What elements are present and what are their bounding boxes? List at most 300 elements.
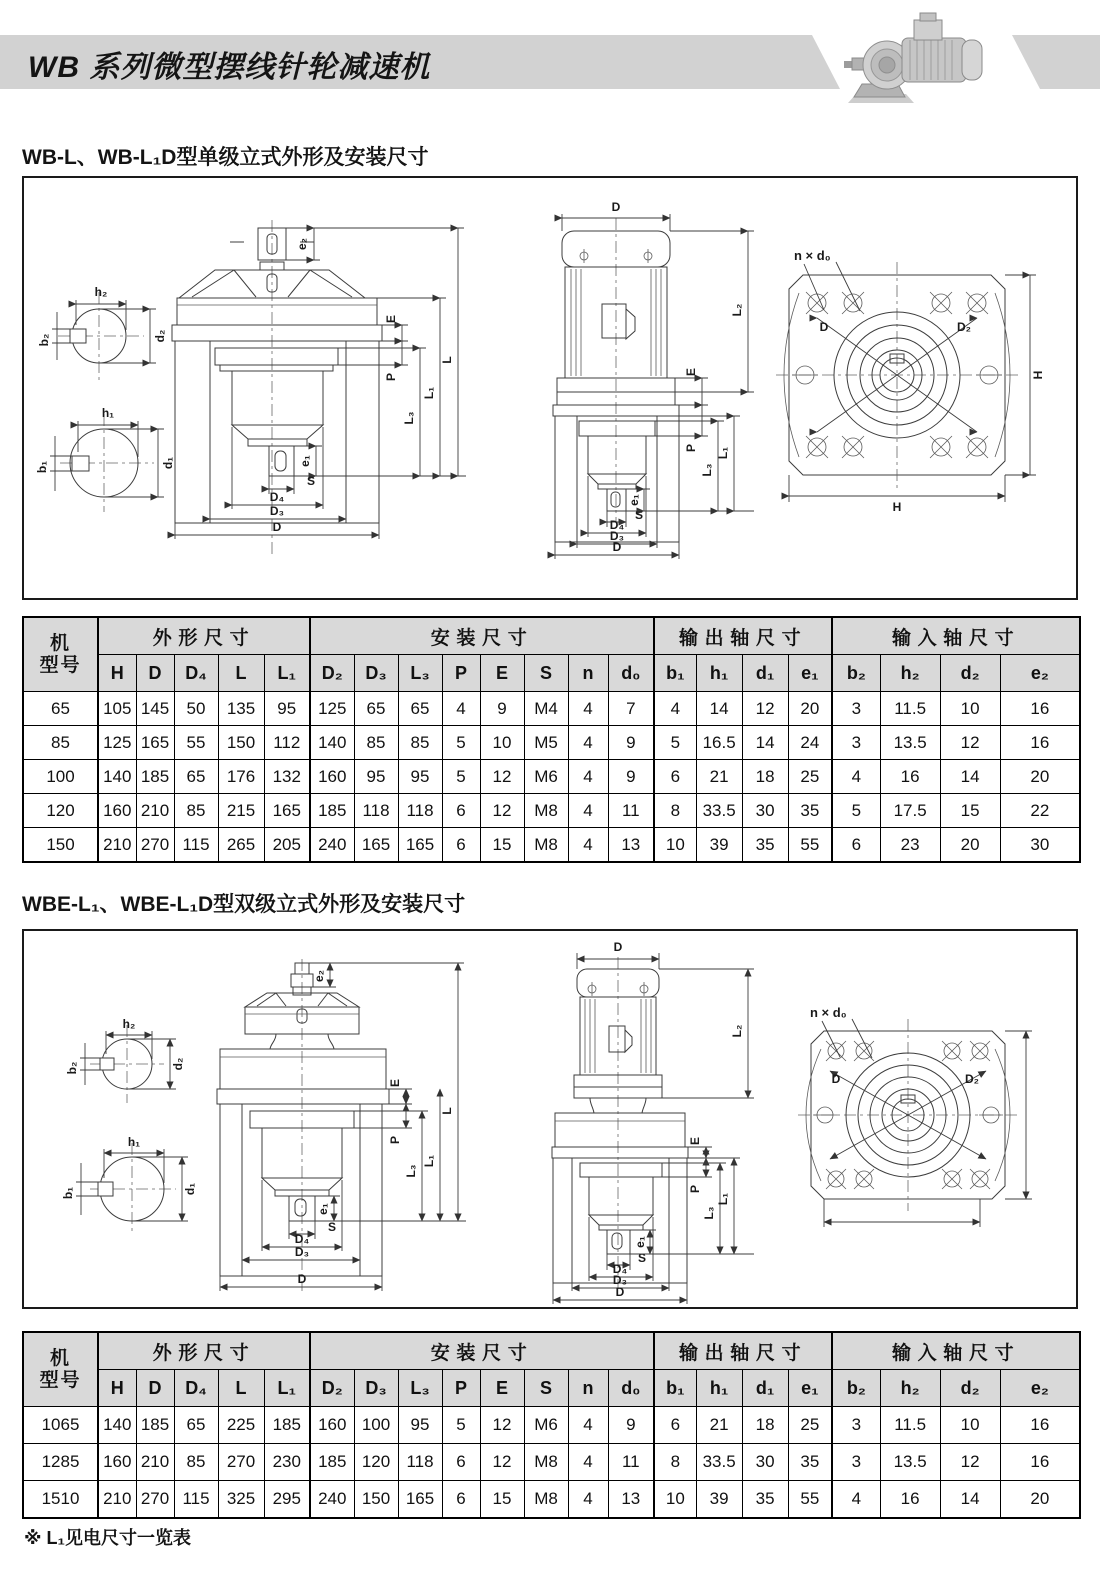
dim-label-P: P — [384, 372, 398, 382]
col-header: P — [442, 655, 480, 692]
col-header: D₃ — [354, 1370, 398, 1407]
flange-face-view — [798, 1005, 1032, 1227]
value-cell: 21 — [696, 760, 742, 794]
table-row — [23, 1444, 1080, 1481]
value-cell: 215 — [218, 794, 264, 828]
value-cell: 17.5 — [880, 794, 940, 828]
col-header: D₄ — [174, 1370, 218, 1407]
col-header: d₀ — [608, 655, 654, 692]
dim-label-e1: e₁ — [298, 455, 312, 467]
value-cell: 4 — [568, 794, 608, 828]
value-cell: 9 — [608, 1407, 654, 1444]
value-cell: 5 — [832, 794, 880, 828]
value-cell: 4 — [442, 692, 480, 726]
value-cell: 16 — [1000, 726, 1080, 760]
value-cell: 20 — [1000, 760, 1080, 794]
value-cell: 6 — [442, 1444, 480, 1481]
col-header: e₂ — [1000, 655, 1080, 692]
dim-label-L2-motor: L₂ — [730, 303, 744, 317]
dim-label-S: S — [328, 1220, 337, 1234]
value-cell: 105 — [98, 692, 136, 726]
dim-label-L3: L₃ — [402, 411, 416, 425]
value-cell: M5 — [524, 726, 568, 760]
model-cell: 150 — [23, 828, 98, 863]
value-cell: 4 — [568, 726, 608, 760]
dim-label-E: E — [388, 1078, 402, 1088]
value-cell: M8 — [524, 1481, 568, 1519]
dim-label-L: L — [440, 356, 454, 364]
value-cell: 118 — [398, 1444, 442, 1481]
section-title-double-stage: WBE-L₁、WBE-L₁D型双级立式外形及安装尺寸 — [22, 893, 466, 916]
value-cell: 4 — [654, 692, 696, 726]
value-cell: 140 — [98, 1407, 136, 1444]
value-cell: 115 — [174, 828, 218, 863]
col-header: h₁ — [696, 655, 742, 692]
value-cell: 135 — [218, 692, 264, 726]
value-cell: 165 — [354, 828, 398, 863]
col-header: h₁ — [696, 1370, 742, 1407]
value-cell: 12 — [742, 692, 788, 726]
value-cell: 39 — [696, 1481, 742, 1519]
dim-label-e1-motor: e₁ — [627, 494, 641, 506]
dim-label-b2: b₂ — [37, 333, 51, 347]
value-cell: 160 — [98, 1444, 136, 1481]
value-cell: 22 — [1000, 794, 1080, 828]
value-cell: 295 — [264, 1481, 310, 1519]
value-cell: 230 — [264, 1444, 310, 1481]
col-header: P — [442, 1370, 480, 1407]
dim-label-S-motor: S — [638, 1251, 647, 1265]
double-stage-table-body — [23, 1407, 1080, 1519]
group-header-input-shaft: 输入轴尺寸 — [832, 617, 1080, 655]
single-stage-table-body — [23, 692, 1080, 863]
col-header: d₁ — [742, 655, 788, 692]
value-cell: 210 — [136, 794, 174, 828]
value-cell: 112 — [264, 726, 310, 760]
value-cell: 125 — [310, 692, 354, 726]
col-header: S — [524, 1370, 568, 1407]
value-cell: 14 — [940, 760, 1000, 794]
col-header: D₄ — [174, 655, 218, 692]
value-cell: 165 — [264, 794, 310, 828]
value-cell: 85 — [398, 726, 442, 760]
value-cell: 240 — [310, 828, 354, 863]
col-header: L₃ — [398, 1370, 442, 1407]
dim-label-D4-motor: D₄ — [612, 1262, 628, 1276]
value-cell: 5 — [442, 1407, 480, 1444]
value-cell: 5 — [442, 760, 480, 794]
dim-label-P: P — [388, 1135, 402, 1145]
value-cell: 16 — [880, 760, 940, 794]
figure-1-drawing — [24, 178, 1076, 598]
dim-label-D2-flange: D₂ — [957, 320, 971, 334]
value-cell: 7 — [608, 692, 654, 726]
col-header: e₂ — [1000, 1370, 1080, 1407]
value-cell: 6 — [654, 1407, 696, 1444]
value-cell: 14 — [940, 1481, 1000, 1519]
col-header: H — [98, 655, 136, 692]
value-cell: 150 — [218, 726, 264, 760]
model-column-header: 机 型号 — [23, 617, 98, 692]
dim-label-D4: D₄ — [269, 490, 285, 504]
value-cell: 65 — [354, 692, 398, 726]
dim-label-D4-motor: D₄ — [609, 518, 625, 532]
col-header: h₂ — [880, 1370, 940, 1407]
output-shaft-section-detail — [61, 1135, 197, 1235]
dim-label-P-motor: P — [684, 443, 698, 453]
figure-box-double-stage — [22, 929, 1078, 1309]
col-header: L — [218, 655, 264, 692]
input-shaft-section-detail — [65, 1017, 185, 1103]
dim-label-b2: b₂ — [65, 1061, 79, 1075]
value-cell: 25 — [788, 760, 832, 794]
group-header-output-shaft: 输出轴尺寸 — [654, 1332, 832, 1370]
value-cell: 35 — [742, 828, 788, 863]
value-cell: 225 — [218, 1407, 264, 1444]
dim-label-H-bottom: H — [892, 500, 902, 514]
value-cell: 6 — [442, 828, 480, 863]
value-cell: M8 — [524, 828, 568, 863]
value-cell: 185 — [136, 760, 174, 794]
value-cell: 10 — [940, 1407, 1000, 1444]
value-cell: 35 — [788, 794, 832, 828]
dim-label-S-motor: S — [635, 508, 644, 522]
dim-label-P-motor: P — [688, 1184, 702, 1194]
value-cell: 16 — [1000, 1444, 1080, 1481]
dim-label-L: L — [440, 1107, 454, 1115]
col-header: L₁ — [264, 1370, 310, 1407]
dim-label-S: S — [307, 474, 316, 488]
dim-label-H-right: H — [1031, 370, 1045, 380]
dim-label-D4: D₄ — [294, 1232, 310, 1246]
reducer-elevation-view — [172, 220, 466, 556]
col-header: b₂ — [832, 655, 880, 692]
value-cell: 132 — [264, 760, 310, 794]
reducer-elevation-view — [217, 959, 466, 1291]
col-header: D — [136, 655, 174, 692]
value-cell: 39 — [696, 828, 742, 863]
dim-label-E-motor: E — [684, 367, 698, 377]
table-row — [23, 794, 1080, 828]
value-cell: 185 — [136, 1407, 174, 1444]
value-cell: 20 — [788, 692, 832, 726]
value-cell: 9 — [608, 726, 654, 760]
col-header: e₁ — [788, 1370, 832, 1407]
value-cell: 15 — [480, 828, 524, 863]
value-cell: 150 — [354, 1481, 398, 1519]
dim-label-L1-motor: L₁ — [716, 1192, 730, 1206]
value-cell: 118 — [398, 794, 442, 828]
dim-label-D3-motor: D₃ — [609, 529, 625, 543]
dim-label-D-flange: D — [819, 320, 829, 334]
value-cell: 165 — [136, 726, 174, 760]
value-cell: 185 — [310, 1444, 354, 1481]
col-header: d₁ — [742, 1370, 788, 1407]
model-cell: 85 — [23, 726, 98, 760]
table-row — [23, 726, 1080, 760]
value-cell: 3 — [832, 1444, 880, 1481]
col-header: D₂ — [310, 655, 354, 692]
page-title: WB 系列微型摆线针轮减速机 — [28, 51, 431, 84]
value-cell: M4 — [524, 692, 568, 726]
value-cell: 6 — [442, 794, 480, 828]
value-cell: 16 — [880, 1481, 940, 1519]
flange-face-view — [776, 248, 1045, 514]
value-cell: 23 — [880, 828, 940, 863]
col-header: D₂ — [310, 1370, 354, 1407]
value-cell: 55 — [788, 1481, 832, 1519]
model-cell: 1065 — [23, 1407, 98, 1444]
dim-label-b1: b₁ — [61, 1186, 75, 1200]
value-cell: 55 — [788, 828, 832, 863]
col-header: L — [218, 1370, 264, 1407]
value-cell: 176 — [218, 760, 264, 794]
group-header-mounting: 安装尺寸 — [310, 1332, 654, 1370]
value-cell: 325 — [218, 1481, 264, 1519]
col-header: h₂ — [880, 655, 940, 692]
value-cell: 8 — [654, 794, 696, 828]
value-cell: 265 — [218, 828, 264, 863]
value-cell: 10 — [940, 692, 1000, 726]
dim-label-d2: d₂ — [171, 1057, 185, 1071]
value-cell: 125 — [98, 726, 136, 760]
col-header: d₂ — [940, 655, 1000, 692]
value-cell: 5 — [654, 726, 696, 760]
table-row — [23, 1481, 1080, 1519]
value-cell: 10 — [654, 1481, 696, 1519]
value-cell: 118 — [354, 794, 398, 828]
value-cell: 50 — [174, 692, 218, 726]
value-cell: 4 — [832, 1481, 880, 1519]
double-stage-dimension-table — [22, 1331, 1081, 1519]
value-cell: 30 — [742, 794, 788, 828]
value-cell: 25 — [788, 1407, 832, 1444]
dim-label-L2-motor: L₂ — [730, 1024, 744, 1038]
dim-label-L1-motor: L₁ — [716, 446, 730, 460]
dim-label-d1: d₁ — [161, 456, 175, 470]
value-cell: 16.5 — [696, 726, 742, 760]
col-header: D₃ — [354, 655, 398, 692]
figure-box-single-stage — [22, 176, 1078, 600]
section-title-single-stage: WB-L、WB-L₁D型单级立式外形及安装尺寸 — [22, 146, 429, 169]
col-header: d₂ — [940, 1370, 1000, 1407]
dim-label-D-top: D — [613, 940, 623, 954]
dim-label-D3-motor: D₃ — [612, 1273, 628, 1287]
value-cell: 55 — [174, 726, 218, 760]
value-cell: 5 — [442, 726, 480, 760]
col-header: L₁ — [264, 655, 310, 692]
value-cell: 165 — [398, 1481, 442, 1519]
table-row — [23, 828, 1080, 863]
value-cell: 12 — [940, 726, 1000, 760]
value-cell: 3 — [832, 1407, 880, 1444]
dim-label-h2: h₂ — [94, 285, 108, 299]
dim-label-L3: L₃ — [404, 1164, 418, 1178]
value-cell: 120 — [354, 1444, 398, 1481]
dim-label-D3: D₃ — [269, 504, 285, 518]
value-cell: 3 — [832, 692, 880, 726]
value-cell: 4 — [568, 1481, 608, 1519]
group-header-outline: 外形尺寸 — [98, 1332, 310, 1370]
dim-label-b1: b₁ — [35, 460, 49, 474]
col-header: E — [480, 655, 524, 692]
model-cell: 120 — [23, 794, 98, 828]
value-cell: 205 — [264, 828, 310, 863]
single-stage-dimension-table — [22, 616, 1081, 863]
value-cell: 11.5 — [880, 692, 940, 726]
model-cell: 1510 — [23, 1481, 98, 1519]
value-cell: 140 — [310, 726, 354, 760]
value-cell: 10 — [654, 828, 696, 863]
dim-label-L3-motor: L₃ — [702, 1206, 716, 1220]
value-cell: 12 — [480, 760, 524, 794]
value-cell: 270 — [136, 1481, 174, 1519]
value-cell: 85 — [174, 794, 218, 828]
value-cell: 8 — [654, 1444, 696, 1481]
value-cell: 13.5 — [880, 1444, 940, 1481]
dim-label-e1: e₁ — [316, 1203, 330, 1215]
col-header: n — [568, 1370, 608, 1407]
dim-label-L1: L₁ — [422, 386, 436, 400]
dim-label-h1: h₁ — [127, 1135, 141, 1149]
col-header: S — [524, 655, 568, 692]
value-cell: 18 — [742, 760, 788, 794]
value-cell: 12 — [480, 1407, 524, 1444]
dim-label-D: D — [297, 1272, 307, 1286]
value-cell: 33.5 — [696, 1444, 742, 1481]
col-header: H — [98, 1370, 136, 1407]
value-cell: 35 — [788, 1444, 832, 1481]
value-cell: 270 — [218, 1444, 264, 1481]
value-cell: 100 — [354, 1407, 398, 1444]
input-shaft-section-detail — [37, 285, 167, 380]
value-cell: 165 — [398, 828, 442, 863]
value-cell: 65 — [174, 760, 218, 794]
table-row — [23, 760, 1080, 794]
dim-label-nxd0: n × d₀ — [794, 248, 831, 263]
value-cell: 185 — [310, 794, 354, 828]
value-cell: 95 — [264, 692, 310, 726]
dim-label-e2: e₂ — [312, 969, 326, 983]
value-cell: 65 — [398, 692, 442, 726]
value-cell: 12 — [480, 1444, 524, 1481]
footnote: ※ L₁见电尺寸一览表 — [24, 1528, 191, 1548]
dim-label-E: E — [384, 314, 398, 324]
model-cell: 65 — [23, 692, 98, 726]
value-cell: 4 — [568, 692, 608, 726]
sub-header-row — [23, 655, 1080, 692]
value-cell: 4 — [568, 828, 608, 863]
value-cell: 11 — [608, 794, 654, 828]
value-cell: M8 — [524, 794, 568, 828]
value-cell: 6 — [654, 760, 696, 794]
col-header: E — [480, 1370, 524, 1407]
dim-label-D-bottom-motor: D — [612, 540, 622, 554]
value-cell: 9 — [480, 692, 524, 726]
dim-label-h2: h₂ — [122, 1017, 136, 1031]
value-cell: 160 — [310, 1407, 354, 1444]
col-header: L₃ — [398, 655, 442, 692]
dim-label-D-flange: D — [831, 1072, 841, 1086]
value-cell: 20 — [1000, 1481, 1080, 1519]
value-cell: 16 — [1000, 1407, 1080, 1444]
value-cell: M8 — [524, 1444, 568, 1481]
value-cell: 160 — [310, 760, 354, 794]
value-cell: 24 — [788, 726, 832, 760]
col-header: b₁ — [654, 1370, 696, 1407]
model-cell: 1285 — [23, 1444, 98, 1481]
dim-label-e1-motor: e₁ — [633, 1236, 647, 1248]
value-cell: 35 — [742, 1481, 788, 1519]
value-cell: 18 — [742, 1407, 788, 1444]
table-row — [23, 692, 1080, 726]
dim-label-e2: e₂ — [295, 237, 309, 251]
group-header-output-shaft: 输出轴尺寸 — [654, 617, 832, 655]
motor-reducer-elevation-view — [552, 940, 754, 1304]
col-header: d₀ — [608, 1370, 654, 1407]
value-cell: 30 — [1000, 828, 1080, 863]
value-cell: 270 — [136, 828, 174, 863]
value-cell: 210 — [136, 1444, 174, 1481]
group-header-outline: 外形尺寸 — [98, 617, 310, 655]
value-cell: 10 — [480, 726, 524, 760]
value-cell: 30 — [742, 1444, 788, 1481]
value-cell: 145 — [136, 692, 174, 726]
value-cell: M6 — [524, 760, 568, 794]
value-cell: 115 — [174, 1481, 218, 1519]
dim-label-d1: d₁ — [183, 1182, 197, 1196]
value-cell: 4 — [568, 1407, 608, 1444]
value-cell: 4 — [568, 760, 608, 794]
value-cell: 11.5 — [880, 1407, 940, 1444]
group-header-mounting: 安装尺寸 — [310, 617, 654, 655]
model-cell: 100 — [23, 760, 98, 794]
value-cell: 6 — [832, 828, 880, 863]
motor-reducer-elevation-view — [553, 200, 754, 559]
value-cell: 85 — [174, 1444, 218, 1481]
dim-label-D-bottom-motor: D — [615, 1285, 625, 1299]
value-cell: 21 — [696, 1407, 742, 1444]
dim-label-D2-flange: D₂ — [965, 1072, 979, 1086]
value-cell: 13 — [608, 828, 654, 863]
value-cell: 85 — [354, 726, 398, 760]
col-header: b₁ — [654, 655, 696, 692]
sub-header-row — [23, 1370, 1080, 1407]
value-cell: 12 — [480, 794, 524, 828]
col-header: e₁ — [788, 655, 832, 692]
model-column-header: 机 型号 — [23, 1332, 98, 1407]
value-cell: 95 — [398, 760, 442, 794]
value-cell: 240 — [310, 1481, 354, 1519]
value-cell: 14 — [696, 692, 742, 726]
value-cell: 20 — [940, 828, 1000, 863]
value-cell: 140 — [98, 760, 136, 794]
value-cell: 185 — [264, 1407, 310, 1444]
dim-label-E-motor: E — [688, 1136, 702, 1146]
value-cell: 13 — [608, 1481, 654, 1519]
figure-2-drawing — [24, 931, 1076, 1307]
value-cell: 6 — [442, 1481, 480, 1519]
value-cell: M6 — [524, 1407, 568, 1444]
value-cell: 65 — [174, 1407, 218, 1444]
col-header: D — [136, 1370, 174, 1407]
value-cell: 4 — [568, 1444, 608, 1481]
col-header: n — [568, 655, 608, 692]
value-cell: 210 — [98, 1481, 136, 1519]
value-cell: 11 — [608, 1444, 654, 1481]
value-cell: 33.5 — [696, 794, 742, 828]
dim-label-L3-motor: L₃ — [700, 463, 714, 477]
